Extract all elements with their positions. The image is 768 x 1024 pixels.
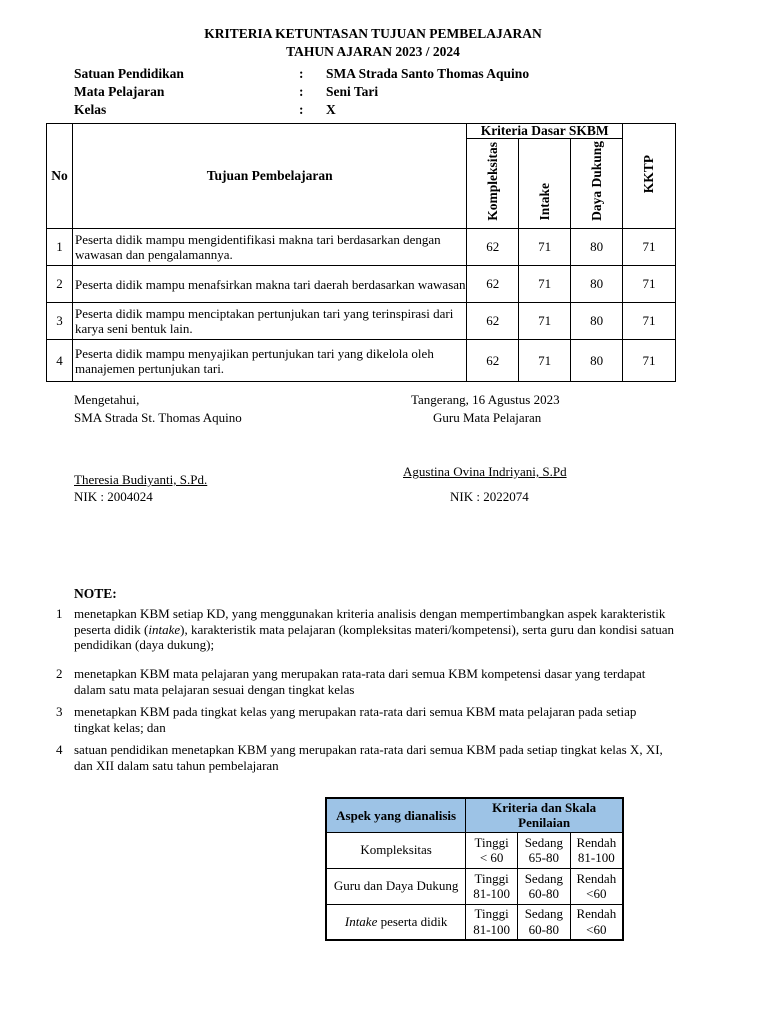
note-number: 1 <box>56 606 63 621</box>
header-daya-dukung: Daya Dukung <box>588 141 604 221</box>
scale-sedang: Sedang 60-80 <box>517 868 570 904</box>
row-kompleksitas: 62 <box>467 266 519 303</box>
identity-value-subject: Seni Tari <box>326 84 379 99</box>
scale-aspek: Kompleksitas <box>326 832 466 868</box>
scale-tinggi: Tinggi 81-100 <box>466 868 518 904</box>
row-tujuan: Peserta didik mampu menciptakan pertunjukan tari yang terinspirasi dari karya seni bentuk lain. <box>72 303 466 340</box>
academic-year: TAHUN AJARAN 2023 / 2024 <box>286 44 460 59</box>
sign-right-line1: Tangerang, 16 Agustus 2023 <box>411 392 560 407</box>
header-kompleksitas-cell <box>467 139 519 229</box>
scale-aspek: Guru dan Daya Dukung <box>326 868 466 904</box>
header-intake: Intake <box>536 183 552 221</box>
row-kktp: 71 <box>623 340 676 382</box>
scale-aspek: Intake peserta didik <box>326 904 466 940</box>
row-daya-dukung: 80 <box>571 340 623 382</box>
header-tujuan: Tujuan Pembelajaran <box>72 124 466 229</box>
row-no: 2 <box>47 266 73 303</box>
sign-right-nik: NIK : 2022074 <box>450 489 529 504</box>
row-kktp: 71 <box>623 266 676 303</box>
scale-header-aspek: Aspek yang dianalisis <box>326 798 466 832</box>
row-kktp: 71 <box>623 303 676 340</box>
note-item <box>56 704 676 736</box>
scale-tinggi: Tinggi 81-100 <box>466 904 518 940</box>
note-item <box>56 666 676 698</box>
row-kompleksitas: 62 <box>467 340 519 382</box>
row-intake: 71 <box>519 340 571 382</box>
row-tujuan: Peserta didik mampu mengidentifikasi makna tari berdasarkan dengan wawasan dan pengalamannya. <box>72 229 466 266</box>
identity-colon: : <box>299 102 304 117</box>
table-row <box>47 340 676 382</box>
table-row <box>47 303 676 340</box>
identity-label-school: Satuan Pendidikan <box>74 66 184 81</box>
header-kktp-cell <box>623 124 676 229</box>
identity-label-subject: Mata Pelajaran <box>74 84 165 99</box>
note-text: menetapkan KBM mata pelajaran yang merupakan rata-rata dari semua KBM kompetensi dasar yang terdapat dalam satu mata pelajaran sesuai dengan tingkat kelas <box>74 666 646 697</box>
scale-row <box>326 832 623 868</box>
note-number: 4 <box>56 742 63 757</box>
row-intake: 71 <box>519 303 571 340</box>
row-intake: 71 <box>519 229 571 266</box>
note-text: menetapkan KBM pada tingkat kelas yang merupakan rata-rata dari semua KBM mata pelajaran pada setiap tingkat kelas; dan <box>74 704 637 735</box>
row-kompleksitas: 62 <box>467 303 519 340</box>
scale-sedang: Sedang 65-80 <box>517 832 570 868</box>
sign-left-name: Theresia Budiyanti, S.Pd. <box>74 472 208 487</box>
note-text: menetapkan KBM setiap KD, yang menggunakan kriteria analisis dengan mempertimbangkan aspek karakteristik peserta didik (intake), karakteristik mata pelajaran (kompleksitas materi/kompetensi), serta guru dan kondisi satuan pendidikan (daya dukung); <box>74 606 674 652</box>
note-item <box>56 606 676 654</box>
sign-right-line2: Guru Mata Pelajaran <box>433 410 542 425</box>
header-daya-dukung-cell <box>571 139 623 229</box>
scale-rendah: Rendah 81-100 <box>570 832 623 868</box>
row-kompleksitas: 62 <box>467 229 519 266</box>
sign-left-line1: Mengetahui, <box>74 392 140 407</box>
table-row <box>47 229 676 266</box>
scale-table <box>325 797 624 941</box>
note-number: 3 <box>56 704 63 719</box>
row-intake: 71 <box>519 266 571 303</box>
row-no: 1 <box>47 229 73 266</box>
scale-row <box>326 904 623 940</box>
row-daya-dukung: 80 <box>571 266 623 303</box>
row-daya-dukung: 80 <box>571 303 623 340</box>
identity-label-class: Kelas <box>74 102 107 117</box>
scale-rendah: Rendah <60 <box>570 904 623 940</box>
header-kompleksitas: Kompleksitas <box>484 142 500 221</box>
table-row <box>47 266 676 303</box>
scale-rendah: Rendah <60 <box>570 868 623 904</box>
note-item <box>56 742 676 774</box>
note-text: satuan pendidikan menetapkan KBM yang merupakan rata-rata dari semua KBM pada setiap tingkat kelas X, XI, dan XII dalam satu tahun pembelajaran <box>74 742 663 773</box>
sign-left-nik: NIK : 2004024 <box>74 489 153 504</box>
kktp-table <box>46 123 676 382</box>
document-title: KRITERIA KETUNTASAN TUJUAN PEMBELAJARAN <box>204 26 542 41</box>
header-intake-cell <box>519 139 571 229</box>
note-heading: NOTE: <box>74 586 117 601</box>
row-no: 3 <box>47 303 73 340</box>
identity-colon: : <box>299 66 304 81</box>
header-kktp: KKTP <box>641 154 657 194</box>
note-number: 2 <box>56 666 63 681</box>
scale-header-kriteria: Kriteria dan Skala Penilaian <box>466 798 623 832</box>
scale-row <box>326 868 623 904</box>
row-tujuan: Peserta didik mampu menafsirkan makna tari daerah berdasarkan wawasan <box>72 266 466 303</box>
row-tujuan: Peserta didik mampu menyajikan pertunjukan tari yang dikelola oleh manajemen pertunjukan tari. <box>72 340 466 382</box>
row-kktp: 71 <box>623 229 676 266</box>
sign-right-name: Agustina Ovina Indriyani, S.Pd <box>403 464 567 479</box>
scale-sedang: Sedang 60-80 <box>517 904 570 940</box>
identity-colon: : <box>299 84 304 99</box>
header-no: No <box>47 124 73 229</box>
header-kriteria-skbm: Kriteria Dasar SKBM <box>467 124 623 139</box>
row-daya-dukung: 80 <box>571 229 623 266</box>
identity-value-school: SMA Strada Santo Thomas Aquino <box>326 66 530 81</box>
row-no: 4 <box>47 340 73 382</box>
scale-tinggi: Tinggi < 60 <box>466 832 518 868</box>
identity-value-class: X <box>326 102 336 117</box>
sign-left-line2: SMA Strada St. Thomas Aquino <box>74 410 242 425</box>
